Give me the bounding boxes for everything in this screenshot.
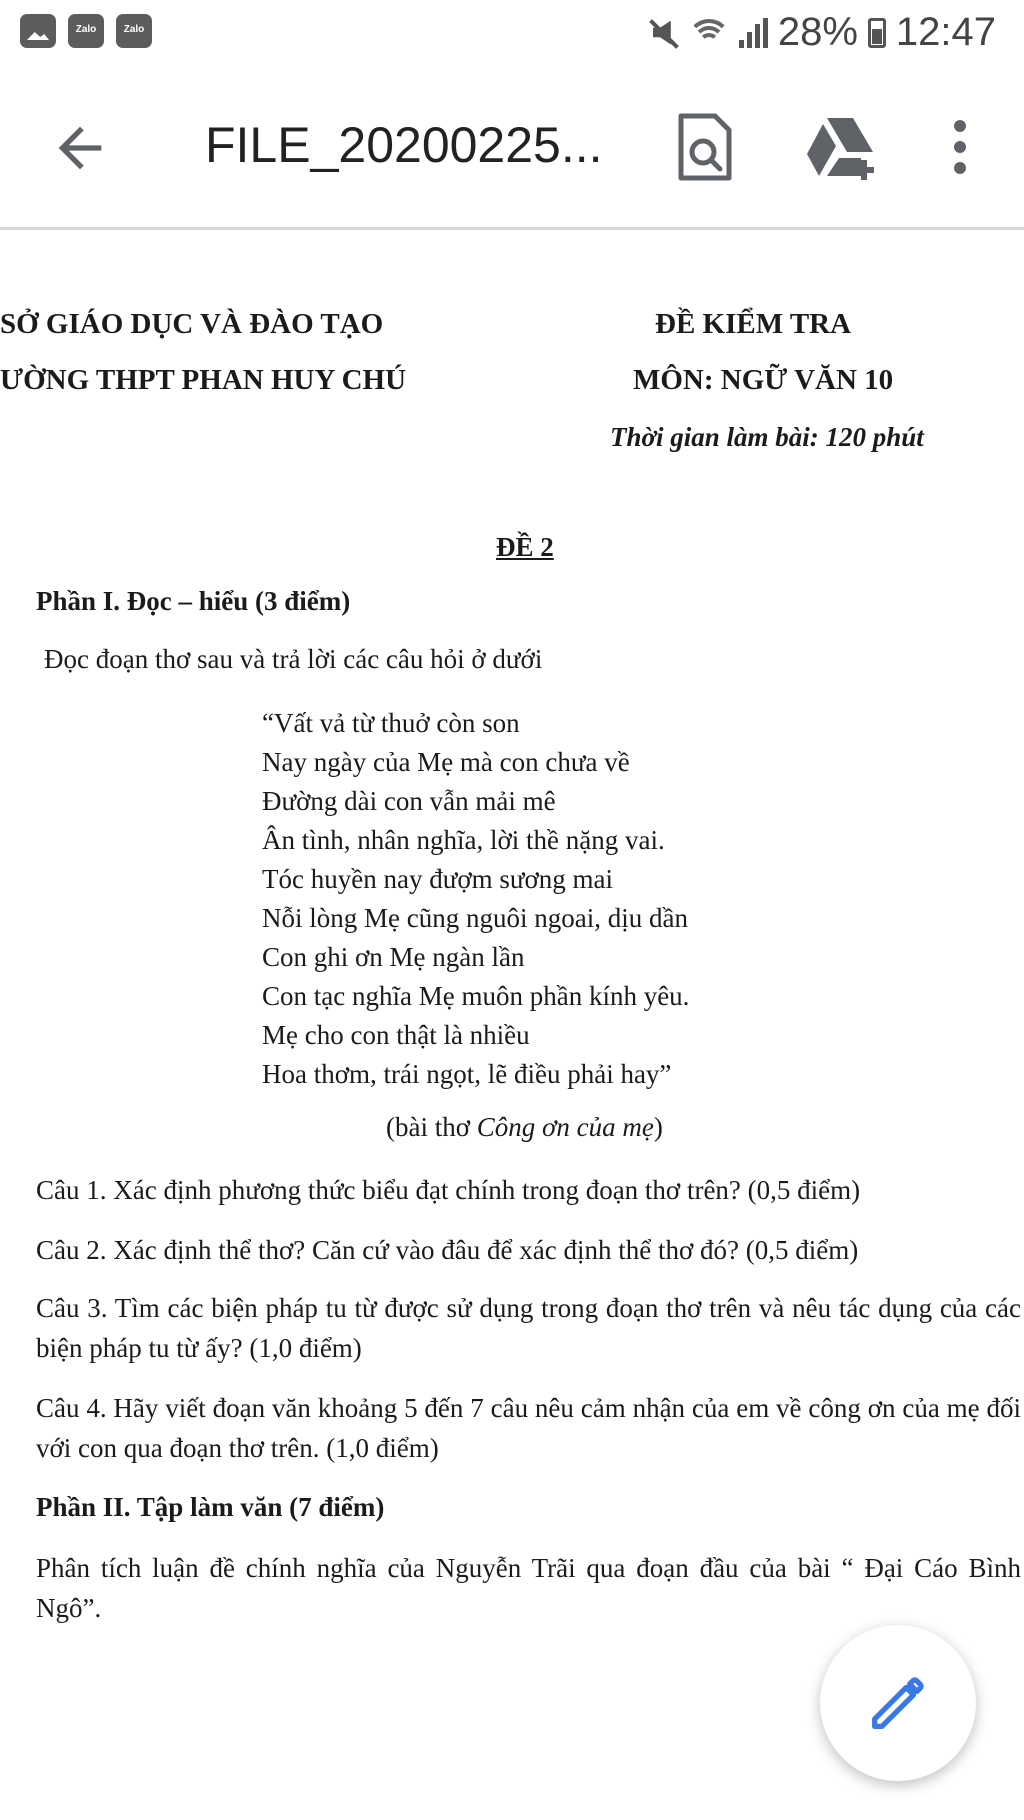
part1-intro: Đọc đoạn thơ sau và trả lời các câu hỏi ở dưới bbox=[44, 644, 543, 674]
pencil-icon bbox=[863, 1668, 933, 1738]
battery-percent: 28% bbox=[777, 10, 858, 54]
dept-name: SỞ GIÁO DỤC VÀ ĐÀO TẠO bbox=[0, 308, 384, 340]
poem-line: Nỗi lòng Mẹ cũng nguôi ngoai, dịu dần bbox=[262, 903, 688, 933]
question-1: Câu 1. Xác định phương thức biểu đạt chính trong đoạn thơ trên? (0,5 điểm) bbox=[36, 1175, 861, 1205]
part1-title: Phần I. Đọc – hiểu (3 điểm) bbox=[36, 586, 351, 616]
edit-fab-button[interactable] bbox=[820, 1625, 976, 1781]
gallery-icon bbox=[20, 14, 56, 48]
part2-task: Phân tích luận đề chính nghĩa của Nguyễn Trãi qua đoạn đầu của bài “ Đại Cáo Bình Ngô”. bbox=[36, 1553, 1021, 1623]
poem bbox=[262, 704, 689, 1094]
signal-icon bbox=[739, 18, 768, 48]
mute-icon bbox=[647, 17, 679, 49]
poem-line: Con tạc nghĩa Mẹ muôn phần kính yêu. bbox=[262, 981, 690, 1011]
more-options-button[interactable] bbox=[940, 112, 980, 182]
find-in-page-icon bbox=[675, 112, 735, 182]
question-4: Câu 4. Hãy viết đoạn văn khoảng 5 đến 7 câu nêu cảm nhận của em về công ơn của mẹ đối với con qua đoạn thơ trên. (1,0 điểm) bbox=[36, 1393, 1021, 1463]
more-vert-icon bbox=[940, 112, 980, 182]
poem-line: Con ghi ơn Mẹ ngàn lần bbox=[262, 942, 525, 972]
exam-code: ĐỀ 2 bbox=[496, 532, 554, 562]
question-2: Câu 2. Xác định thể thơ? Căn cứ vào đâu để xác định thể thơ đó? (0,5 điểm) bbox=[36, 1235, 859, 1265]
status-bar bbox=[0, 0, 1024, 66]
poem-line: Tóc huyền nay đượm sương mai bbox=[262, 864, 614, 894]
system-status bbox=[647, 10, 996, 55]
zalo-icon: Zalo bbox=[116, 14, 152, 48]
app-bar bbox=[0, 66, 1024, 230]
poem-line: Đường dài con vẫn mải mê bbox=[262, 786, 556, 816]
school-name: ƯỜNG THPT PHAN HUY CHÚ bbox=[0, 364, 407, 396]
add-to-drive-button[interactable] bbox=[805, 112, 885, 182]
subject-label: MÔN: NGỮ VĂN 10 bbox=[633, 364, 894, 396]
notification-icons bbox=[20, 14, 152, 48]
drive-add-icon bbox=[805, 112, 885, 182]
arrow-back-icon bbox=[48, 116, 112, 180]
file-title: FILE_20200225... bbox=[205, 117, 603, 173]
back-button[interactable] bbox=[48, 116, 112, 180]
time-allowed: Thời gian làm bài: 120 phút bbox=[610, 422, 924, 452]
poem-source: (bài thơ Công ơn của mẹ) bbox=[386, 1112, 663, 1142]
clock: 12:47 bbox=[895, 10, 996, 54]
poem-line: “Vất vả từ thuở còn son bbox=[262, 708, 520, 738]
question-3: Câu 3. Tìm các biện pháp tu từ được sử dụng trong đoạn thơ trên và nêu tác dụng của các biện pháp tu từ ấy? (1,0 điểm) bbox=[36, 1293, 1021, 1363]
part2-title: Phần II. Tập làm văn (7 điểm) bbox=[36, 1492, 385, 1522]
battery-icon bbox=[868, 18, 886, 48]
poem-source-title: Công ơn của mẹ bbox=[476, 1112, 654, 1142]
exam-label: ĐỀ KIỂM TRA bbox=[655, 308, 852, 340]
poem-line: Mẹ cho con thật là nhiều bbox=[262, 1020, 530, 1050]
poem-line: Nay ngày của Mẹ mà con chưa về bbox=[262, 747, 630, 777]
poem-line: Ân tình, nhân nghĩa, lời thề nặng vai. bbox=[262, 825, 665, 855]
poem-line: Hoa thơm, trái ngọt, lẽ điều phải hay” bbox=[262, 1059, 672, 1089]
wifi-icon bbox=[689, 17, 729, 49]
document-viewer[interactable] bbox=[0, 230, 1024, 1820]
find-in-document-button[interactable] bbox=[675, 112, 735, 182]
zalo-icon: Zalo bbox=[68, 14, 104, 48]
